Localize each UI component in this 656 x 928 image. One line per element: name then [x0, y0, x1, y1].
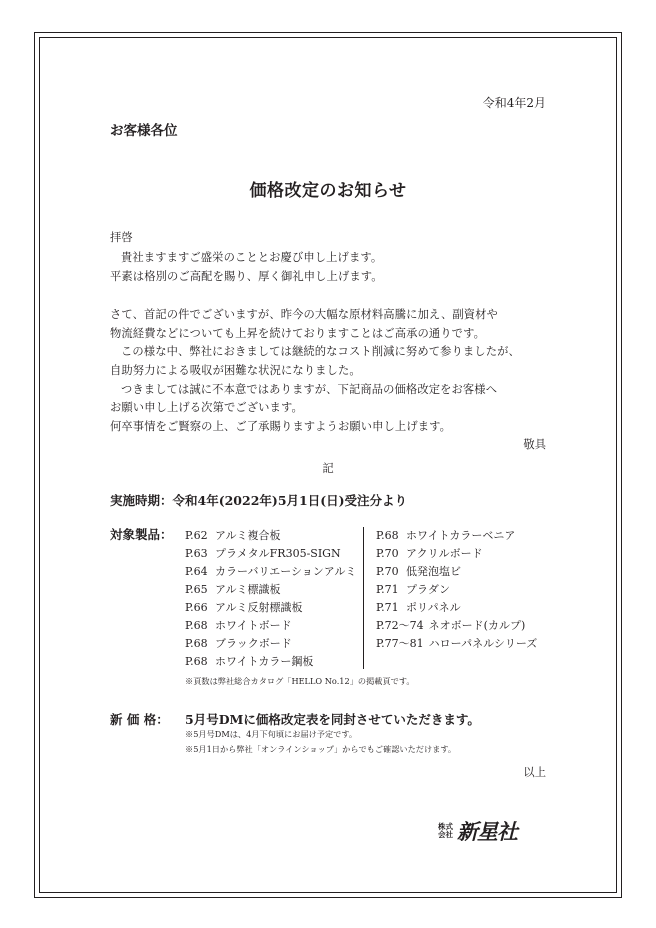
product-item: [185, 653, 313, 669]
product-item: [376, 545, 483, 561]
product-item: [376, 635, 537, 651]
product-item: [185, 563, 356, 579]
product-name: アルミ複合板: [215, 529, 281, 542]
product-code: P.72～74: [376, 619, 424, 632]
product-code: P.64: [185, 565, 208, 578]
greeting-opening: 拝啓: [110, 231, 133, 244]
product-name: 低発泡塩ビ: [406, 565, 461, 578]
new-price-note: ※5月1日から弊社「オンラインショップ」からでもご確認いただけます。: [185, 744, 457, 754]
greeting-line: 貴社ますますご盛栄のこととお慶び申し上げます。: [121, 251, 383, 264]
greeting-line: 平素は格別のご高配を賜り、厚く御礼申し上げます。: [110, 270, 383, 283]
product-item: [185, 581, 281, 597]
product-code: P.66: [185, 601, 208, 614]
product-name: プラダン: [406, 583, 450, 596]
products-label: 対象製品：: [110, 527, 173, 542]
product-item: [185, 617, 292, 633]
product-item: [376, 599, 461, 615]
body-line: さて、首記の件でございますが、昨今の大幅な原材料高騰に加え、副資材や: [110, 308, 498, 321]
company-type-top: 株式: [438, 822, 453, 831]
implementation-date: 実施時期：令和4年(2022年)5月1日(日)受注分より: [110, 493, 408, 508]
product-code: P.68: [185, 655, 208, 668]
product-item: [185, 527, 281, 543]
body-line: この様な中、弊社におきましては継続的なコスト削減に努めて参りましたが、: [121, 345, 520, 358]
closing-ijou: 以上: [523, 766, 546, 779]
company-type-bottom: 会社: [438, 830, 453, 839]
product-code: P.77～81: [376, 637, 424, 650]
product-name: ハローパネルシリーズ: [428, 637, 538, 650]
product-item: [376, 563, 461, 579]
product-item: [185, 599, 303, 615]
product-code: P.70: [376, 565, 399, 578]
product-name: カラーバリエーションアルミ: [215, 565, 357, 578]
product-name: ブラックボード: [215, 637, 292, 650]
document-title: 価格改定のお知らせ: [249, 181, 407, 201]
product-code: P.65: [185, 583, 208, 596]
body-line: お願い申し上げる次第でございます。: [110, 401, 303, 414]
product-name: ホワイトカラー鋼板: [215, 655, 314, 668]
company-logo: [438, 816, 517, 846]
new-price-label: 新 価 格：: [110, 712, 169, 727]
product-item: [376, 527, 515, 543]
product-name: アルミ標識板: [215, 583, 281, 596]
product-name: アクリルボード: [406, 547, 483, 560]
product-name: ホワイトカラーベニア: [406, 529, 516, 542]
body-line: 何卒事情をご賢察の上、ご了承賜りますようお願い申し上げます。: [110, 420, 452, 433]
product-name: ポリパネル: [406, 601, 461, 614]
body-line: 自助努力による吸収が困難な状況になりました。: [110, 364, 361, 377]
product-code: P.68: [185, 637, 208, 650]
new-price-note: ※5月号DMは、4月下旬頃にお届け予定です。: [185, 729, 358, 739]
company-name: 新星社: [457, 820, 517, 844]
addressee: お客様各位: [110, 123, 178, 139]
company-type: [438, 823, 453, 839]
product-item: [376, 581, 450, 597]
product-code: P.71: [376, 601, 399, 614]
column-divider: [363, 527, 364, 669]
product-code: P.62: [185, 529, 208, 542]
body-line: 物流経費などについても上昇を続けておりますことはご高承の通りです。: [110, 327, 485, 340]
catalog-note: ※頁数は弊社総合カタログ「HELLO No.12」の掲載頁です。: [185, 676, 415, 686]
body-line: つきましては誠に不本意ではありますが、下記商品の価格改定をお客様へ: [121, 383, 498, 396]
product-item: [185, 635, 292, 651]
product-code: P.71: [376, 583, 399, 596]
new-price-value: 5月号DMに価格改定表を同封させていただきます。: [185, 712, 480, 727]
product-name: ホワイトボード: [215, 619, 292, 632]
product-code: P.68: [376, 529, 399, 542]
product-code: P.70: [376, 547, 399, 560]
product-code: P.68: [185, 619, 208, 632]
product-name: アルミ反射標識板: [215, 601, 303, 614]
document-date: 令和4年2月: [482, 96, 546, 110]
product-code: P.63: [185, 547, 208, 560]
closing-keigu: 敬具: [523, 438, 546, 451]
product-item: [376, 617, 525, 633]
product-name: プラメタルFR305-SIGN: [215, 547, 341, 560]
product-item: [185, 545, 341, 561]
ki-heading: 記: [322, 462, 334, 475]
product-name: ネオボード(カルプ): [428, 619, 526, 632]
